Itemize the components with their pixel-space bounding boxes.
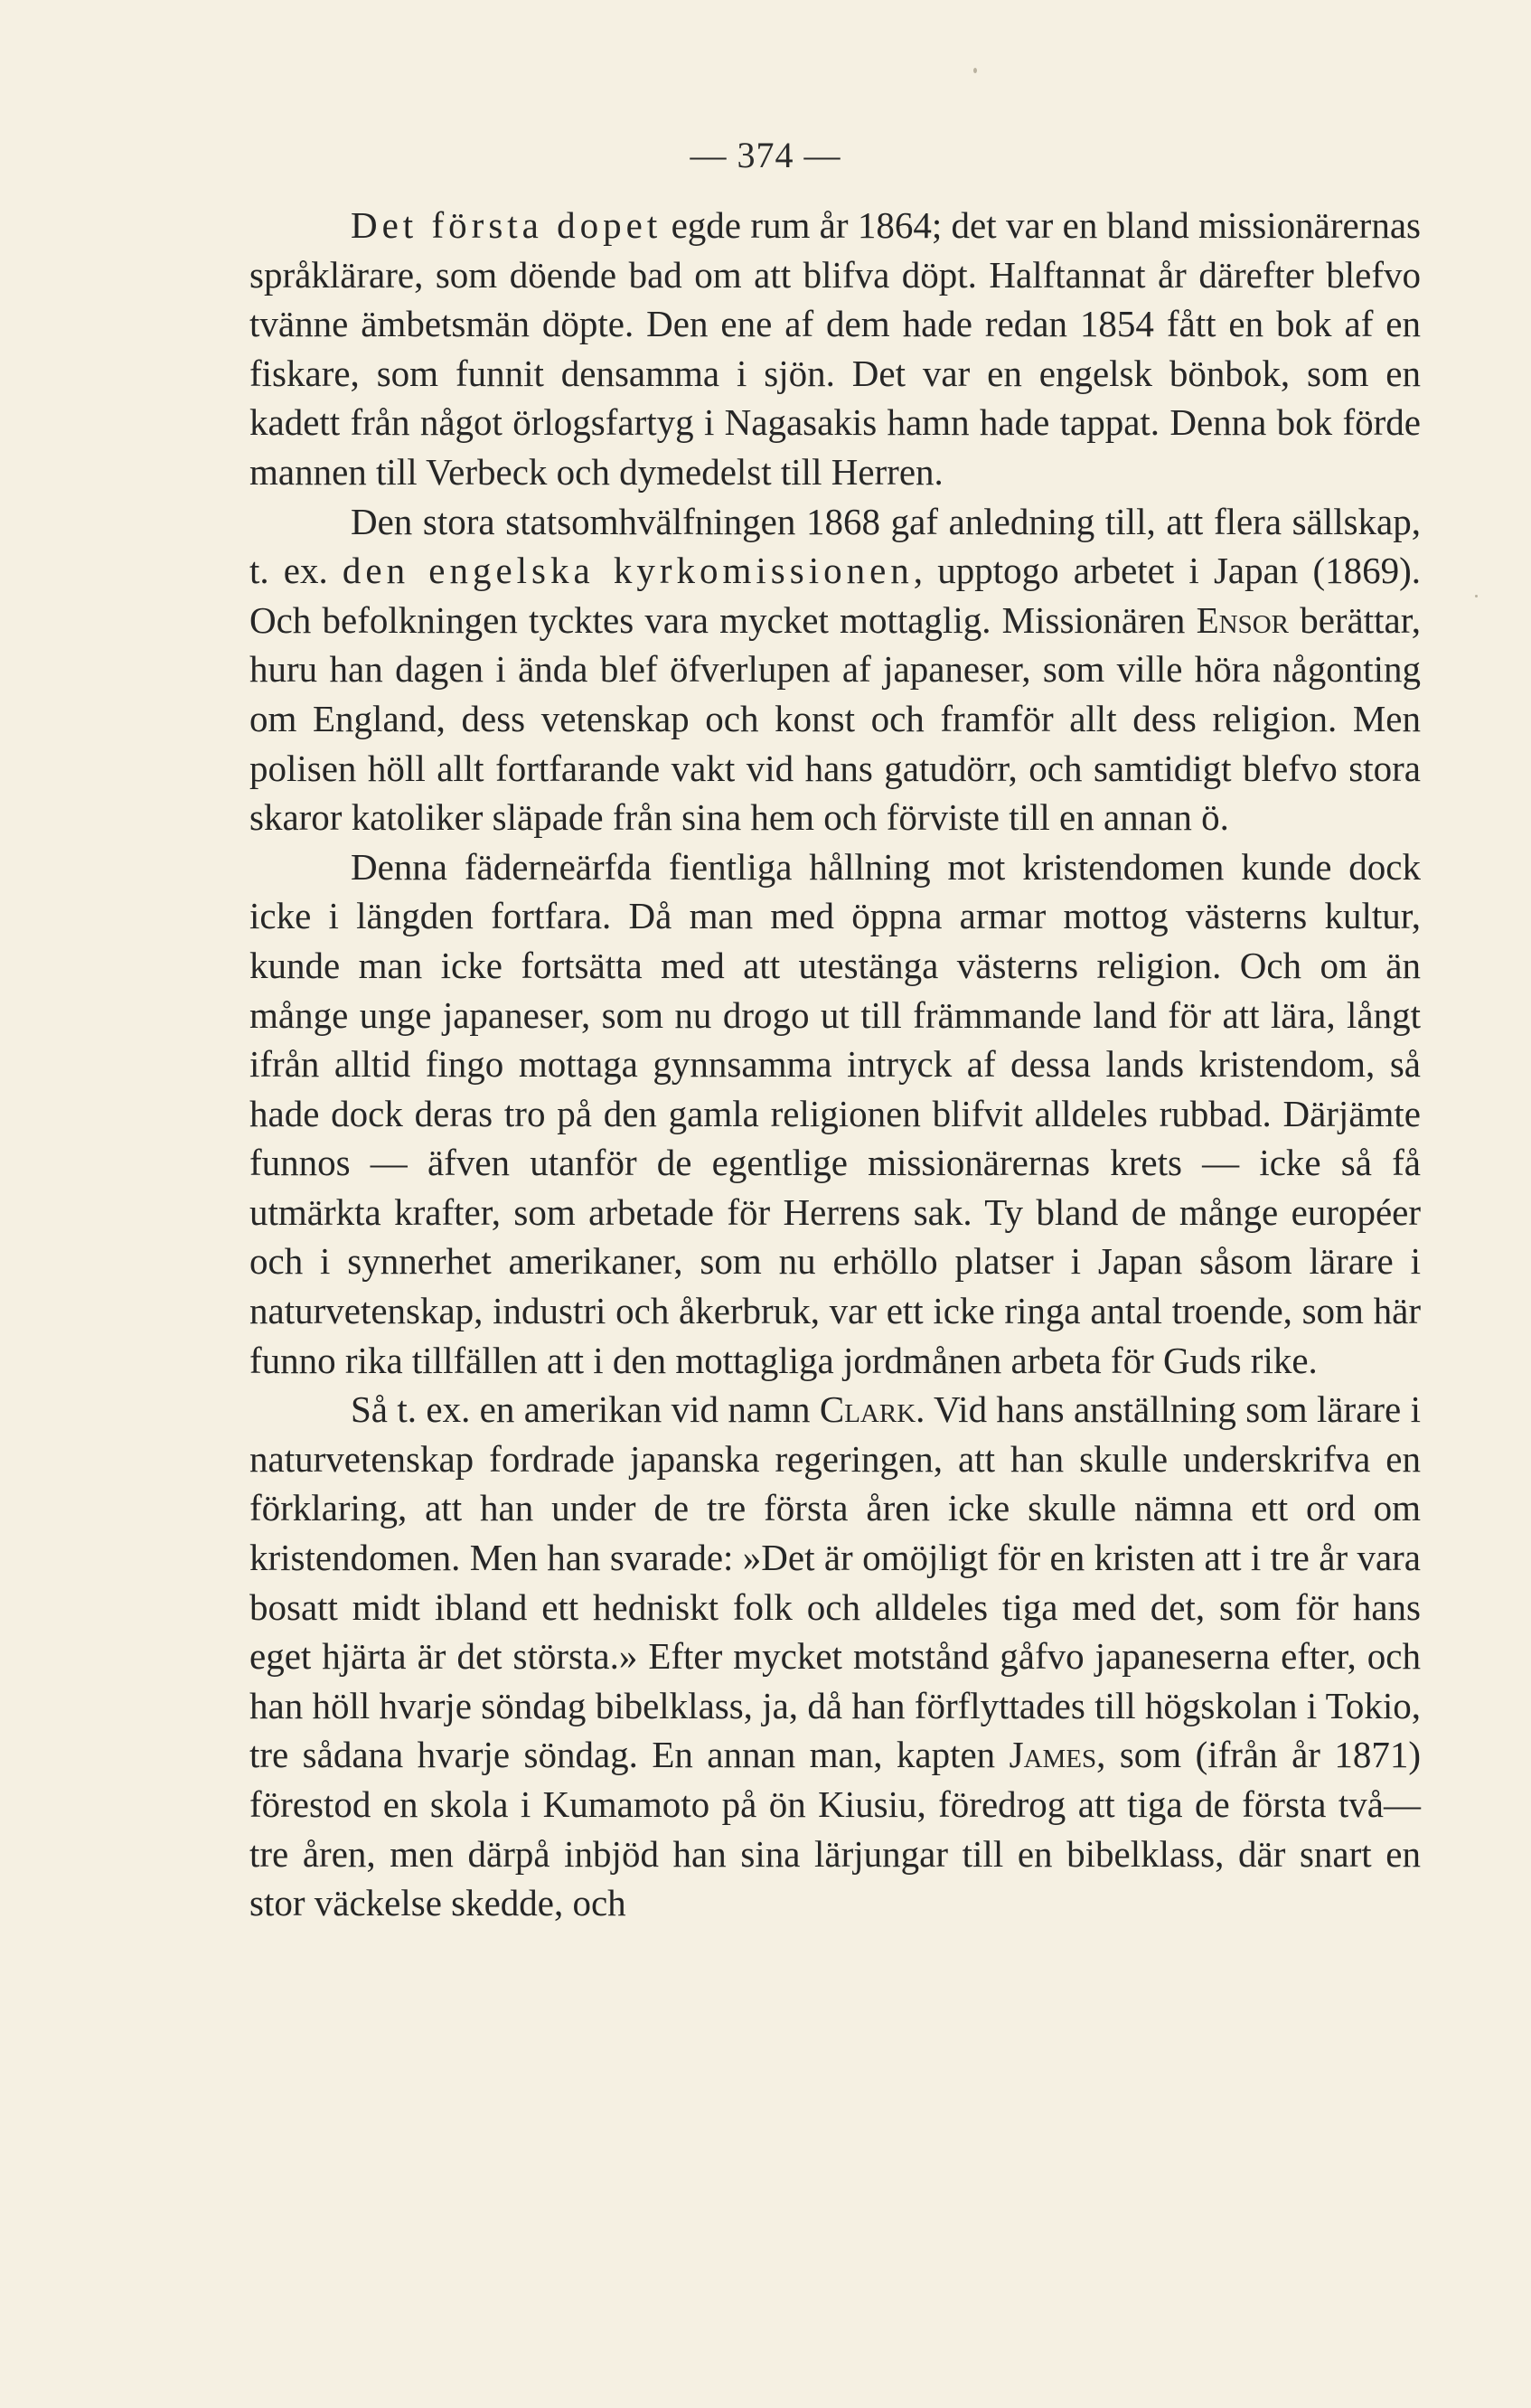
text-span: Ensor: [1196, 598, 1289, 641]
text-span: James: [1009, 1734, 1097, 1776]
page-number: — 374 —: [690, 135, 841, 175]
paragraph: [249, 842, 1421, 1386]
text-span: , upptogo arbetet i Japan (1869). Och befolkningen tycktes vara mycket mottaglig. Missionären: [249, 550, 1422, 641]
paragraph: [249, 1385, 1421, 1928]
paragraph: [249, 201, 1421, 497]
text-span: berättar, huru han dagen i ända blef öfverlupen af japaneser, som ville höra någonting om England, dess vetenskap och konst och framför allt dess religion. Men polisen höll allt fortfarande vakt vid hans gatudörr, och samtidigt blefvo stora skaror katoliker släpade från sina hem och förviste till en annan ö.: [249, 598, 1421, 839]
body-text: [249, 201, 1421, 1928]
text-span: Det första dopet: [351, 204, 662, 246]
paragraph: [249, 497, 1421, 842]
text-span: egde rum år 1864; det var en bland missionärernas språklärare, som döende bad om att blifva döpt. Halftannat år därefter blefvo tvänne ämbetsmän döpte. Den ene af dem hade redan 1854 fått en bok af en fiskare, som funnit densamma i sjön. Det var en engelsk bönbok, som en kadett från något örlogsfartyg i Nagasakis hamn hade tappat. Denna bok förde mannen till Verbeck och dymedelst till Herren.: [249, 204, 1421, 493]
text-span: Så t. ex. en amerikan vid namn: [351, 1388, 820, 1431]
text-span: Den stora statsomhvälfningen 1868 gaf anledning till, att flera sällskap, t. ex.: [249, 500, 1421, 592]
paper-speck: [973, 68, 977, 73]
text-span: Clark: [819, 1388, 916, 1431]
text-span: den engelska kyrkomissionen: [342, 550, 914, 592]
text-span: , som (ifrån år 1871) förestod en skola i Kumamoto på ön Kiusiu, föredrog att tiga de första två—tre åren, men därpå inbjöd han sina lärjungar till en bibelklass, där snart en stor väckelse skedde, och: [249, 1734, 1421, 1924]
text-span: Denna fäderneärfda fientliga hållning mot kristendomen kunde dock icke i längden fortfara. Då man med öppna armar mottog västerns kultur, kunde man icke fortsätta med att utestänga västerns religion. Och om än månge unge japaneser, som nu drogo ut till främmande land för att lära, långt ifrån alltid fingo mottaga gynnsamma intryck af dessa lands kristendom, så hade dock deras tro på den gamla religionen blifvit alldeles rubbad. Därjämte funnos — äfven utanför de egentlige missionärernas krets — icke så få utmärkta krafter, som arbetade för Herrens sak. Ty bland de månge européer och i synnerhet amerikaner, som nu erhöllo platser i Japan såsom lärare i naturvetenskap, industri och åkerbruk, var ett icke ringa antal troende, som här funno rika tillfällen att i den mottagliga jordmånen arbeta för Guds rike.: [249, 845, 1421, 1381]
paper-speck: [1475, 595, 1478, 597]
text-span: . Vid hans anställning som lärare i naturvetenskap fordrade japanska regeringen, att han skulle underskrifva en förklaring, att han under de tre första åren icke skulle nämna ett ord om kristendomen. Men han svarade: »Det är omöjligt för en kristen att i tre år vara bosatt midt ibland ett hedniskt folk och alldeles tiga med det, som för hans eget hjärta är det största.» Efter mycket motstånd gåfvo japaneserna efter, och han höll hvarje söndag bibelklass, ja, då han förflyttades till högskolan i Tokio, tre sådana hvarje söndag. En annan man, kapten: [249, 1388, 1421, 1776]
